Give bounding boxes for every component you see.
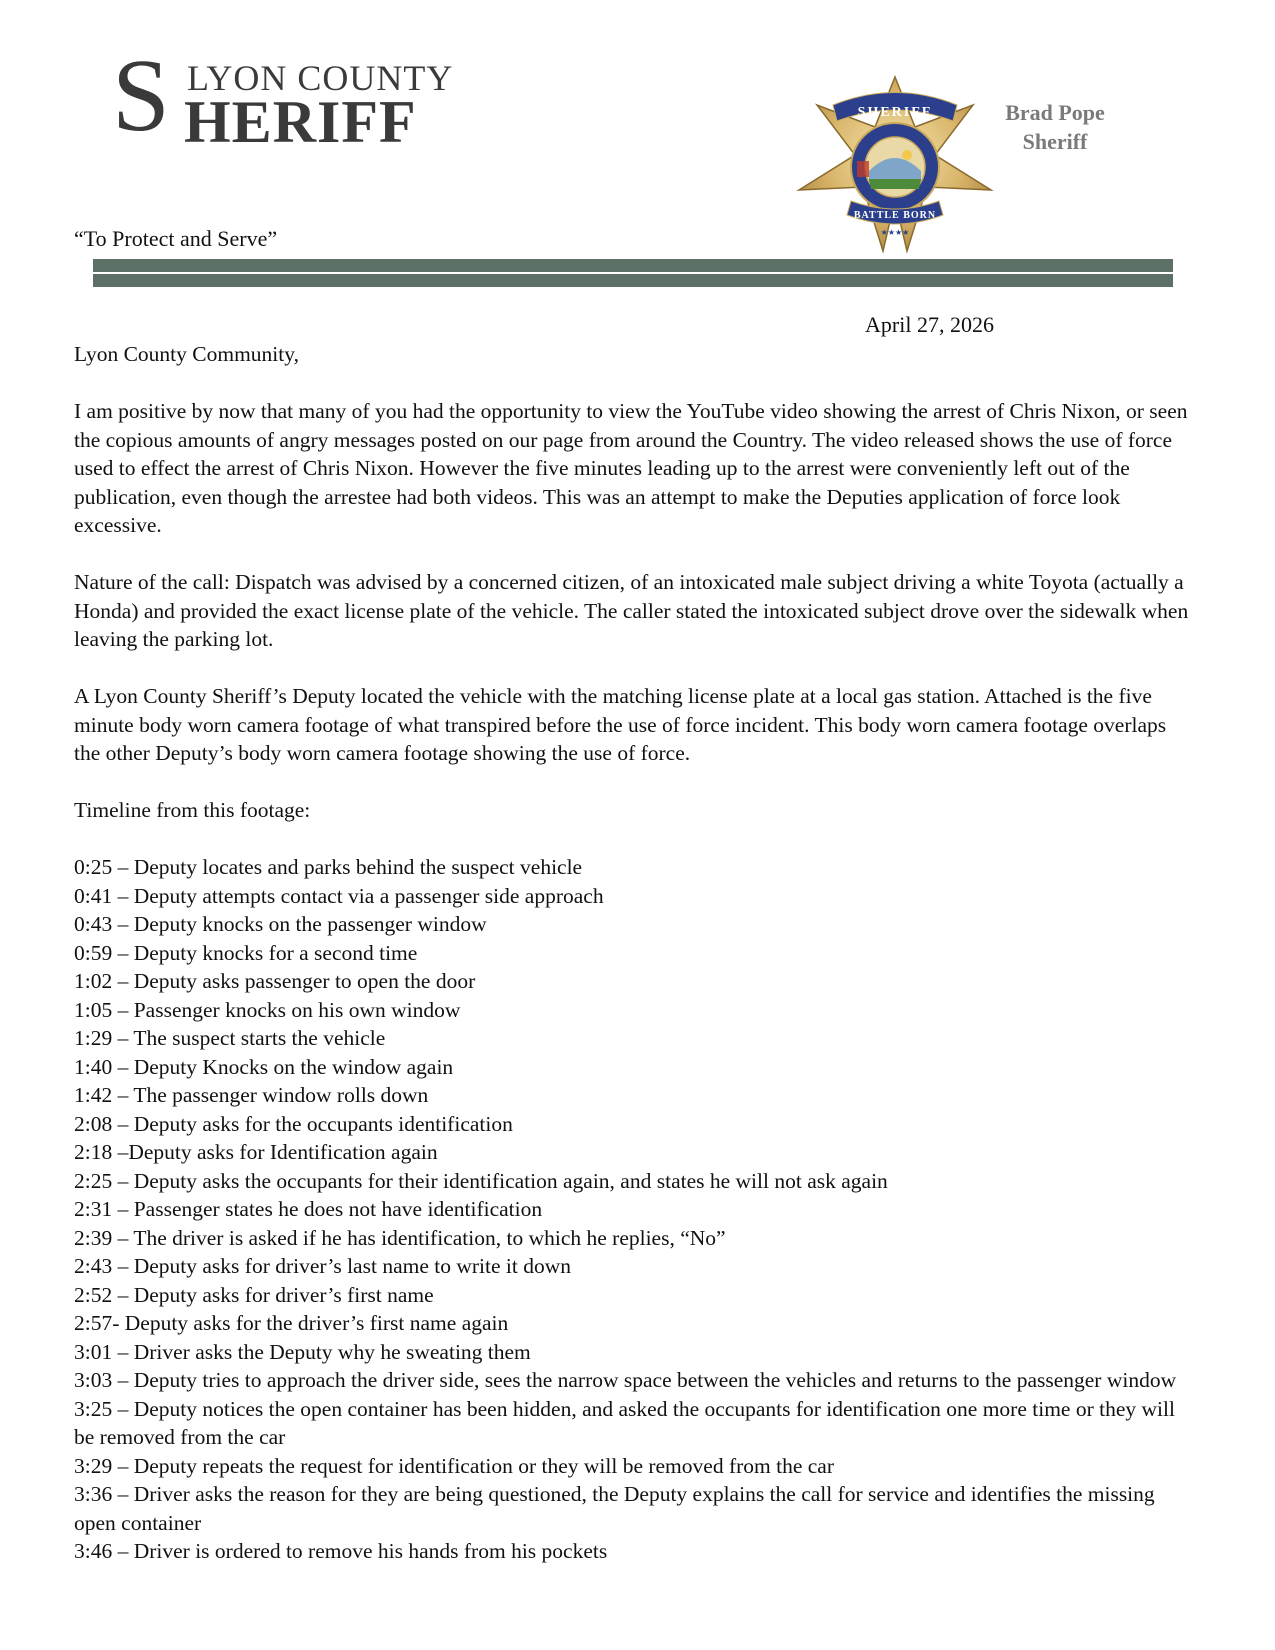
letter-date: April 27, 2026 <box>865 312 994 337</box>
timeline-item: 3:01 – Driver asks the Deputy why he sweating them <box>74 1339 531 1364</box>
timeline-item: 0:43 – Deputy knocks on the passenger window <box>74 912 487 936</box>
paragraph-deputy-located: A Lyon County Sheriff’s Deputy located the vehicle with the matching license plate at a local gas station. Attached is the five minute body worn camera footage of what transpired before the use of force incident. This body worn camera footage overlaps the other Deputy’s body worn camera footage showing the use of force. <box>74 684 1167 765</box>
timeline-item: 2:52 – Deputy asks for driver’s first name <box>74 1282 434 1307</box>
svg-text:SHERIFF: SHERIFF <box>857 105 933 120</box>
timeline-item: 0:59 – Deputy knocks for a second time <box>74 940 418 965</box>
timeline-item: 2:18 –Deputy asks for Identification again <box>74 1140 438 1164</box>
salutation: Lyon County Community, <box>74 342 299 366</box>
timeline-item: 2:31 – Passenger states he does not have identification <box>74 1197 543 1221</box>
timeline-item: 2:39 – The driver is asked if he has identification, to which he replies, “No” <box>74 1225 726 1250</box>
sheriff-name: Brad Pope <box>1005 100 1105 125</box>
sheriff-star-badge-icon <box>795 75 995 255</box>
header-divider-top <box>93 259 1173 272</box>
timeline-item: 1:29 – The suspect starts the vehicle <box>74 1026 386 1050</box>
timeline-item: 1:42 – The passenger window rolls down <box>74 1083 429 1107</box>
logo-sheriff-text: HERIFF <box>184 89 417 155</box>
timeline-item: 1:05 – Passenger knocks on his own window <box>74 997 461 1022</box>
timeline-item: 0:25 – Deputy locates and parks behind the suspect vehicle <box>74 855 583 879</box>
sheriff-title: Sheriff <box>1022 129 1088 154</box>
header-divider-bottom <box>93 274 1173 287</box>
sheriff-logo <box>112 38 472 155</box>
timeline-item: 3:03 – Deputy tries to approach the driver side, sees the narrow space between the vehicles and returns to the passenger window <box>74 1368 1177 1392</box>
timeline-heading: Timeline from this footage: <box>74 798 311 822</box>
timeline-list <box>74 853 1194 1566</box>
paragraph-intro: I am positive by now that many of you had the opportunity to view the YouTube video showing the arrest of Chris Nixon, or seen the copious amounts of angry messages posted on our page from around the Country. The video released shows the use of force used to effect the arrest of Chris Nixon. However the five minutes leading up to the arrest were conveniently left out of the publication, even though the arrestee had both videos. This was an attempt to make the Deputies application of force look excessive. <box>74 399 1188 537</box>
timeline-item: 2:57- Deputy asks for the driver’s first name again <box>74 1311 509 1335</box>
sheriff-name-block <box>990 98 1120 156</box>
timeline-item: 1:40 – Deputy Knocks on the window again <box>74 1054 454 1079</box>
logo-county-text: LYON COUNTY <box>187 58 454 98</box>
logo-initial: S <box>112 38 170 153</box>
paragraph-nature-of-call: Nature of the call: Dispatch was advised by a concerned citizen, of an intoxicated male subject driving a white Toyota (actually a Honda) and provided the exact license plate of the vehicle. The caller stated the intoxicated subject drove over the sidewalk when leaving the parking lot. <box>74 570 1189 651</box>
timeline-item: 3:29 – Deputy repeats the request for identification or they will be removed from the car <box>74 1453 835 1478</box>
timeline-item: 2:25 – Deputy asks the occupants for their identification again, and states he will not ask again <box>74 1168 888 1193</box>
motto: “To Protect and Serve” <box>74 226 278 251</box>
timeline-item: 3:25 – Deputy notices the open container has been hidden, and asked the occupants for identification one more time or they will be removed from the car <box>74 1396 1175 1449</box>
letter-body <box>74 340 1194 1566</box>
svg-text:★★★★: ★★★★ <box>880 228 910 237</box>
timeline-item: 3:36 – Driver asks the reason for they are being questioned, the Deputy explains the call for service and identifies the missing open container <box>74 1482 1155 1535</box>
timeline-item: 1:02 – Deputy asks passenger to open the door <box>74 969 476 993</box>
timeline-item: 0:41 – Deputy attempts contact via a passenger side approach <box>74 883 604 908</box>
svg-text:BATTLE BORN: BATTLE BORN <box>853 210 937 221</box>
timeline-item: 2:43 – Deputy asks for driver’s last name to write it down <box>74 1254 571 1278</box>
timeline-item: 3:46 – Driver is ordered to remove his hands from his pockets <box>74 1539 608 1563</box>
timeline-item: 2:08 – Deputy asks for the occupants identification <box>74 1111 513 1136</box>
